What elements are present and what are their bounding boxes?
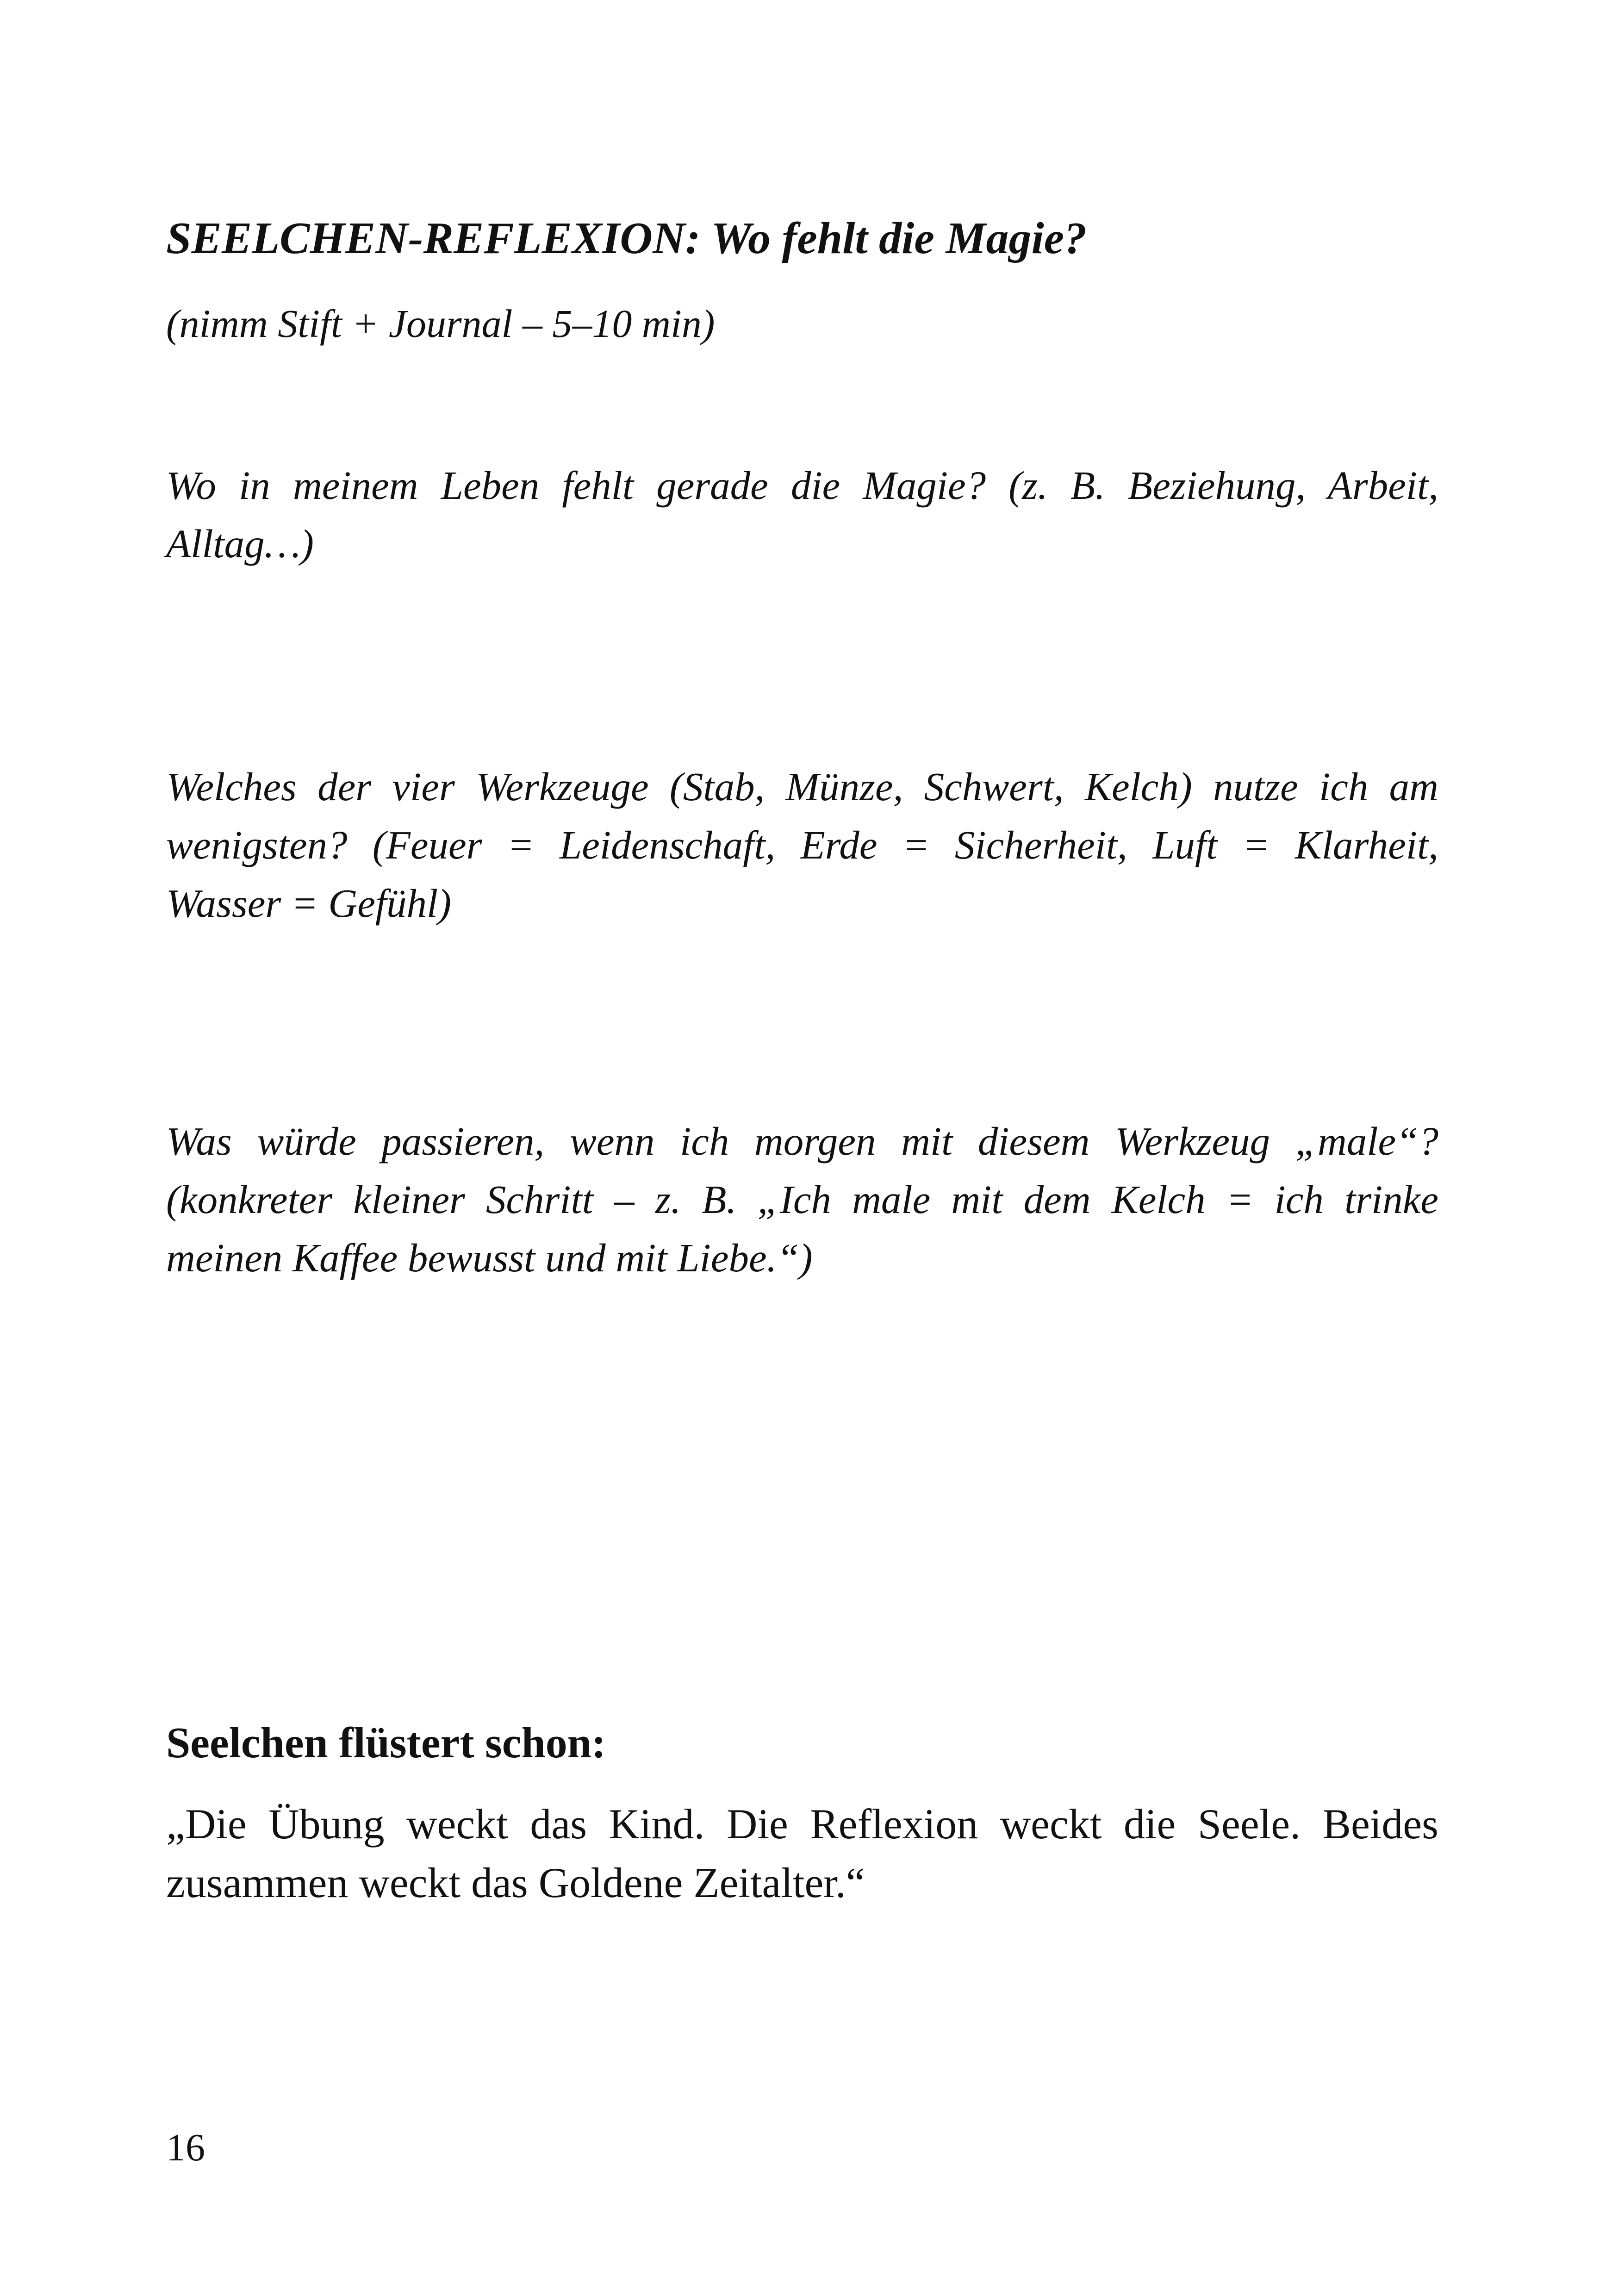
whisper-label: Seelchen flüstert schon: <box>166 1719 606 1767</box>
question-line: (konkreter kleiner Schritt – z. B. „Ich male mit dem Kelch = ich trinke <box>166 1177 1438 1222</box>
reflection-question-3 <box>166 1112 1438 1287</box>
reflection-question-2 <box>166 758 1438 933</box>
page-number: 16 <box>166 2126 205 2169</box>
question-line: Wasser = Gefühl) <box>166 881 452 926</box>
question-line: Wo in meinem Leben fehlt gerade die Magie? (z. B. Beziehung, Arbeit, <box>166 463 1438 508</box>
page-heading: SEELCHEN-REFLEXION: Wo fehlt die Magie? <box>166 213 1087 263</box>
question-line: Welches der vier Werkzeuge (Stab, Münze, Schwert, Kelch) nutze ich am <box>166 764 1438 809</box>
quote-line: „Die Übung weckt das Kind. Die Reflexion weckt die Seele. Beides <box>166 1800 1438 1848</box>
question-line: Alltag…) <box>166 521 314 566</box>
reflection-question-1 <box>166 456 1438 573</box>
question-line: Was würde passieren, wenn ich morgen mit diesem Werkzeug „male“? <box>166 1119 1438 1164</box>
instruction-note: (nimm Stift + Journal – 5–10 min) <box>166 301 715 346</box>
quote-line: zusammen weckt das Goldene Zeitalter.“ <box>166 1859 865 1906</box>
whisper-quote <box>166 1795 1438 1912</box>
question-line: meinen Kaffee bewusst und mit Liebe.“) <box>166 1235 813 1280</box>
question-line: wenigsten? (Feuer = Leidenschaft, Erde = Sicherheit, Luft = Klarheit, <box>166 822 1438 867</box>
